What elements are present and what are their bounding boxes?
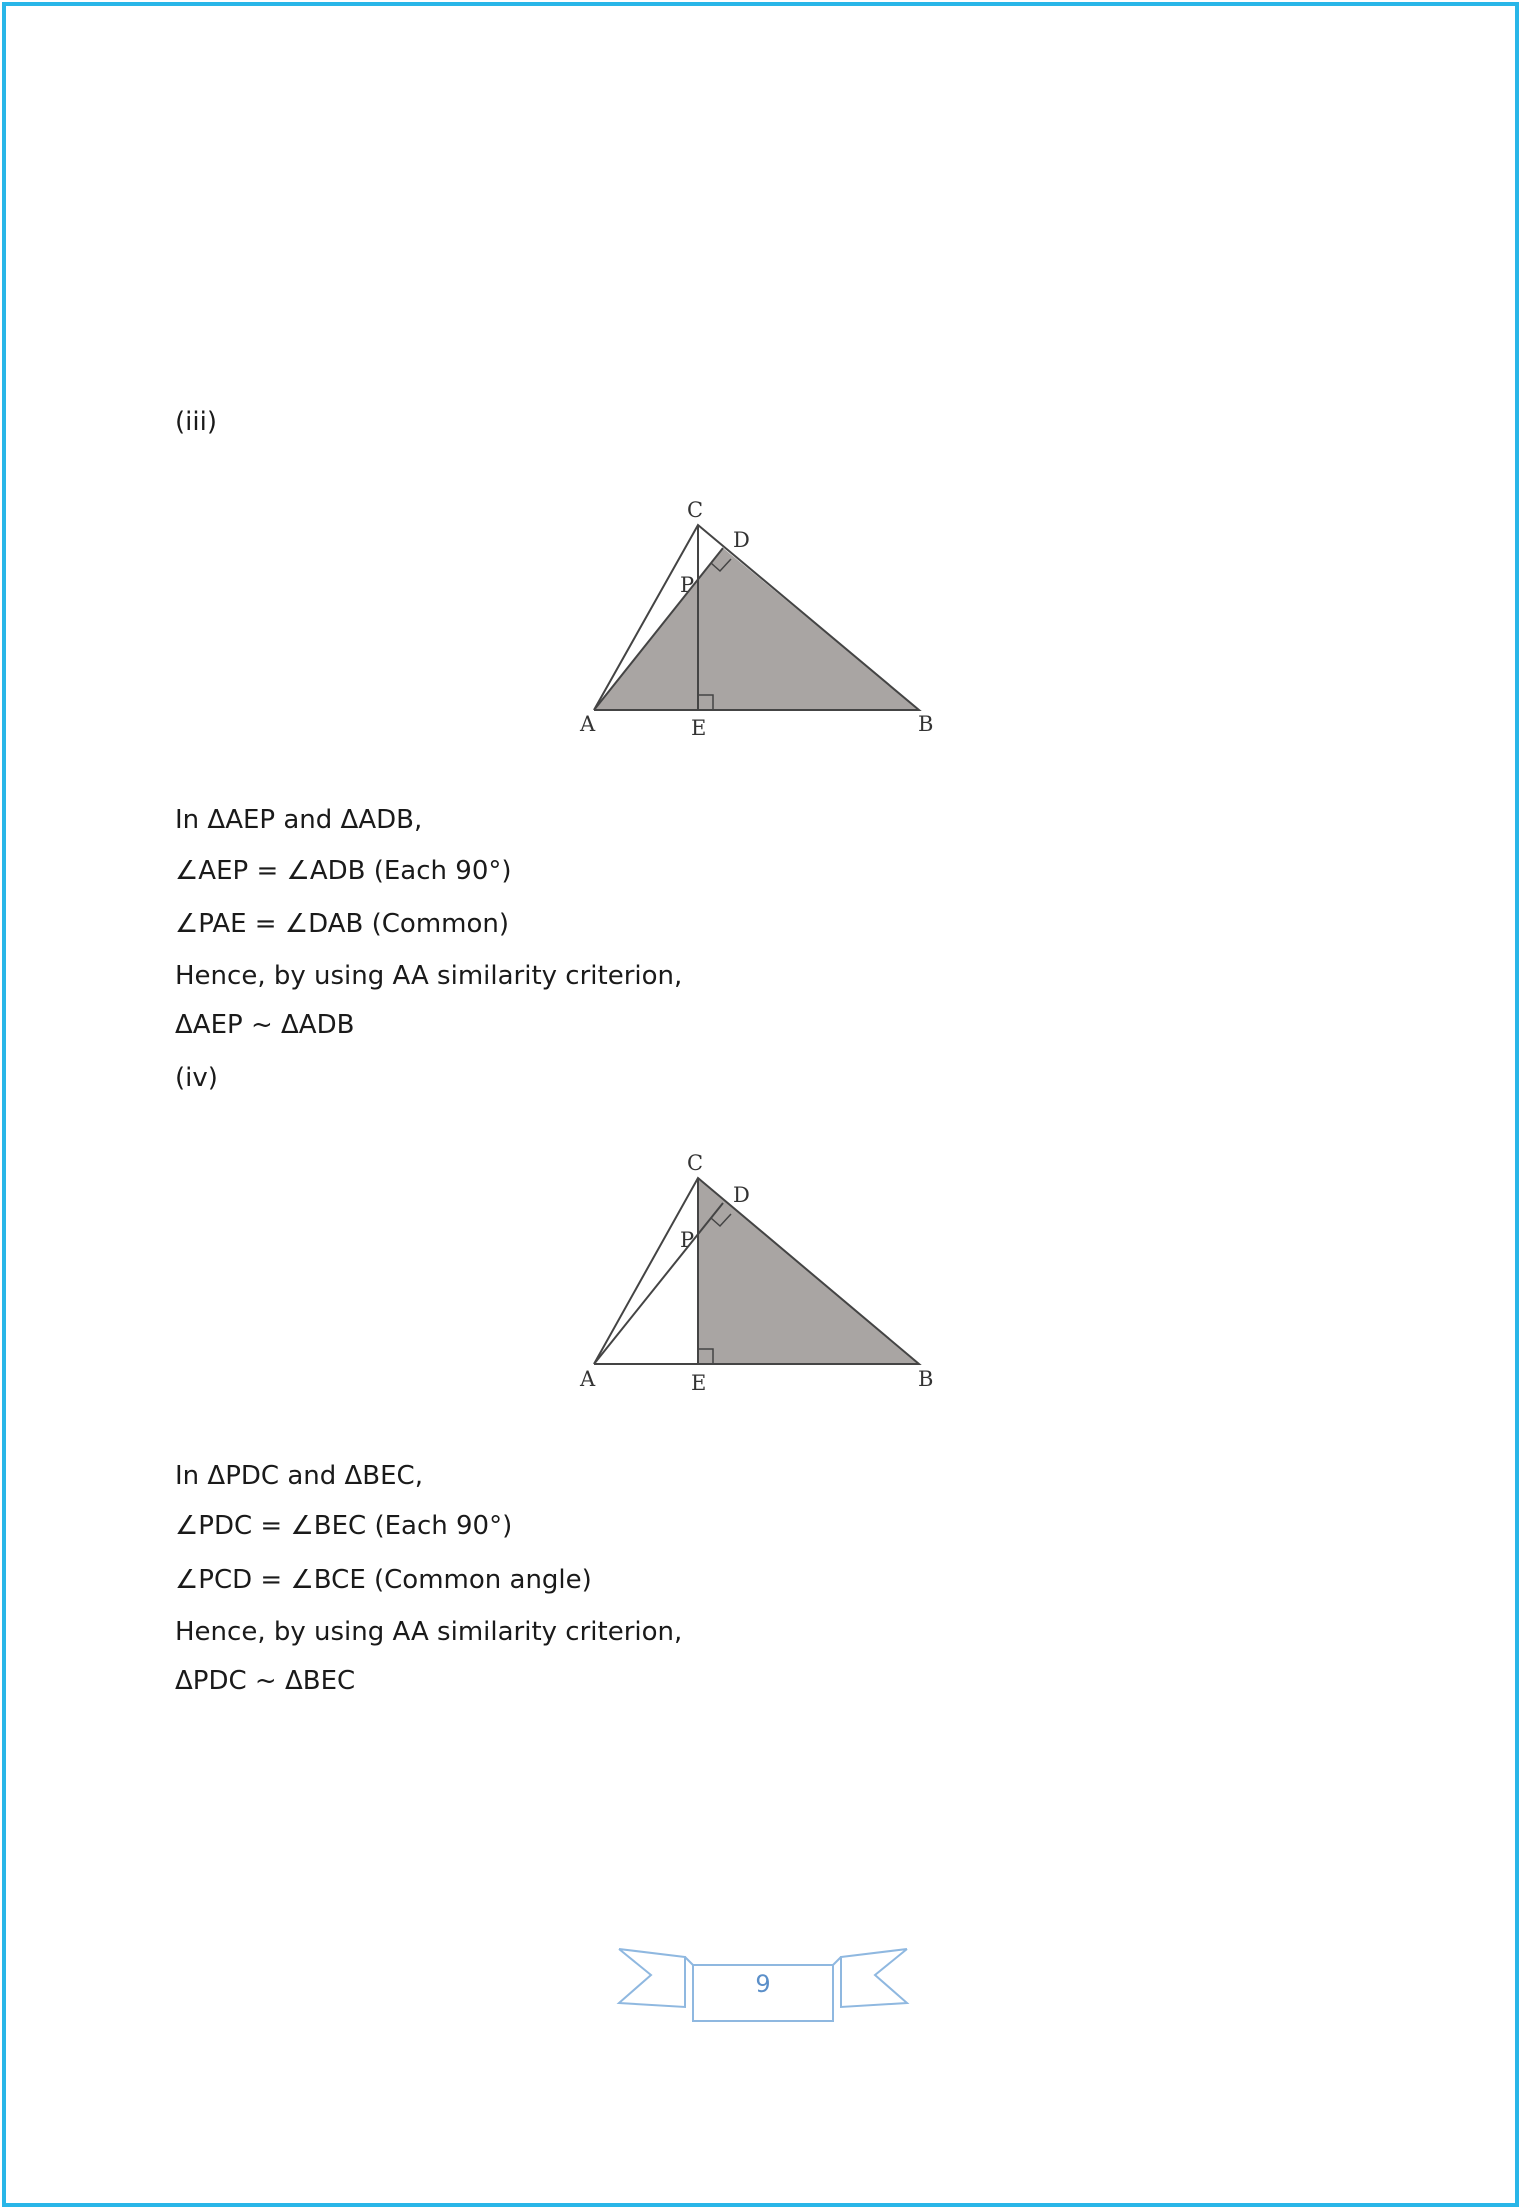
label-c: C: [687, 498, 704, 522]
label-p: P: [680, 573, 695, 597]
figure-iii: [570, 495, 950, 740]
section-iii-label: (iii): [175, 407, 217, 437]
label-b: B: [918, 712, 934, 736]
label-c: C: [687, 1151, 704, 1175]
label-e: E: [691, 716, 707, 740]
section-iv-line-4: Hence, by using AA similarity criterion,: [175, 1617, 683, 1647]
section-iii-line-4: Hence, by using AA similarity criterion,: [175, 961, 683, 991]
section-iii-line-3: ∠PAE = ∠DAB (Common): [175, 909, 510, 939]
page-number: 9: [755, 1970, 771, 1998]
section-iii-line-1: In ΔAEP and ΔADB,: [175, 805, 423, 835]
section-iv-line-2: ∠PDC = ∠BEC (Each 90°): [175, 1511, 513, 1541]
triangle-diagram-iii: [570, 495, 950, 740]
label-a: A: [580, 1367, 596, 1391]
label-d: D: [733, 528, 750, 552]
section-iv-line-1: In ΔPDC and ΔBEC,: [175, 1461, 423, 1491]
section-iv-line-5: ΔPDC ~ ΔBEC: [175, 1666, 356, 1696]
triangle-diagram-iv: [570, 1150, 950, 1395]
label-b: B: [918, 1367, 934, 1391]
shaded-triangle-adb: [594, 548, 919, 710]
section-iii-line-2: ∠AEP = ∠ADB (Each 90°): [175, 856, 512, 886]
page-border: [2, 2, 1519, 2207]
label-p: P: [680, 1228, 695, 1252]
section-iv-label: (iv): [175, 1063, 218, 1093]
label-a: A: [580, 712, 596, 736]
label-e: E: [691, 1371, 707, 1395]
figure-iv: [570, 1150, 950, 1395]
label-d: D: [733, 1183, 750, 1207]
section-iii-line-5: ΔAEP ~ ΔADB: [175, 1010, 355, 1040]
page-number-ribbon: [615, 1945, 911, 2025]
section-iv-line-3: ∠PCD = ∠BCE (Common angle): [175, 1565, 592, 1595]
